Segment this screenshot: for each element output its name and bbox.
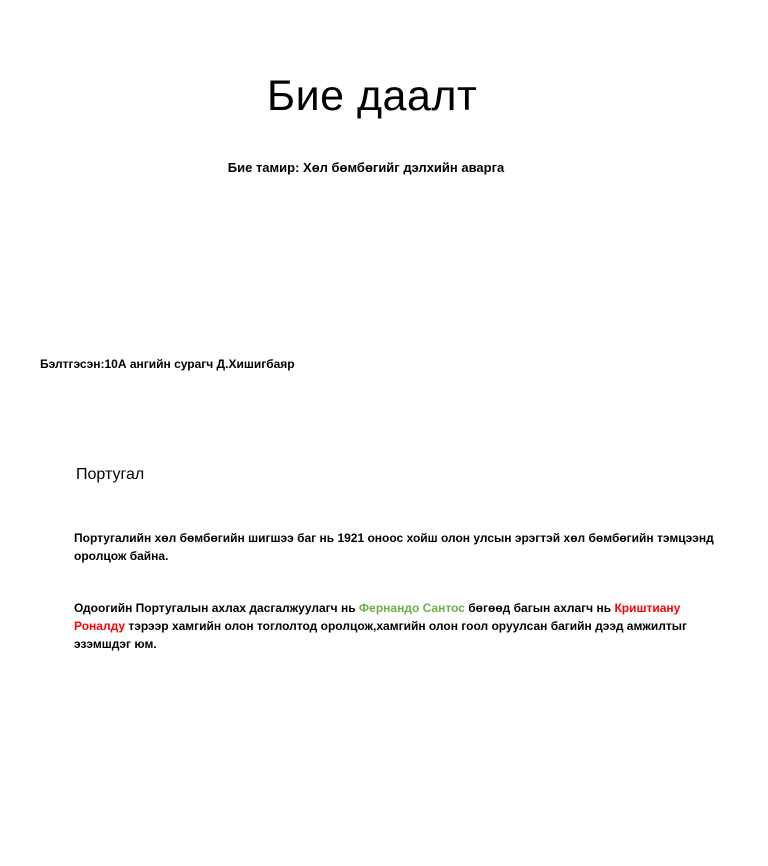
document-subtitle: Бие тамир: Хөл бөмбөгийг дэлхийн аварга <box>227 160 505 175</box>
coach-name: Фернандо Сантос <box>358 601 465 615</box>
paragraph-text: бөгөөд багын ахлагч нь <box>464 601 615 615</box>
captain-name: Криштиану Роналду <box>74 601 681 633</box>
author-line: Бэлтгэсэн:10А ангийн сурагч Д.Хишигбаяр <box>40 357 295 371</box>
section-heading: Португал <box>76 466 145 483</box>
document-title: Бие даалт <box>266 72 478 120</box>
paragraph-history: Португалийн хөл бөмбөгийн шигшээ баг нь 1921 оноос хойш олон улсын эрэгтэй хөл бөмбөгийн тэмцээнд оролцож байна. <box>74 531 714 563</box>
paragraph-text: Одоогийн Португалын ахлах дасгалжуулагч нь <box>74 601 359 615</box>
paragraph-team <box>74 599 734 653</box>
paragraph-text: тэрээр хамгийн олон тоглолтод оролцож,хамгийн олон гоол оруулсан багийн дээд амжилтыг эзэмшдэг юм. <box>74 619 687 651</box>
